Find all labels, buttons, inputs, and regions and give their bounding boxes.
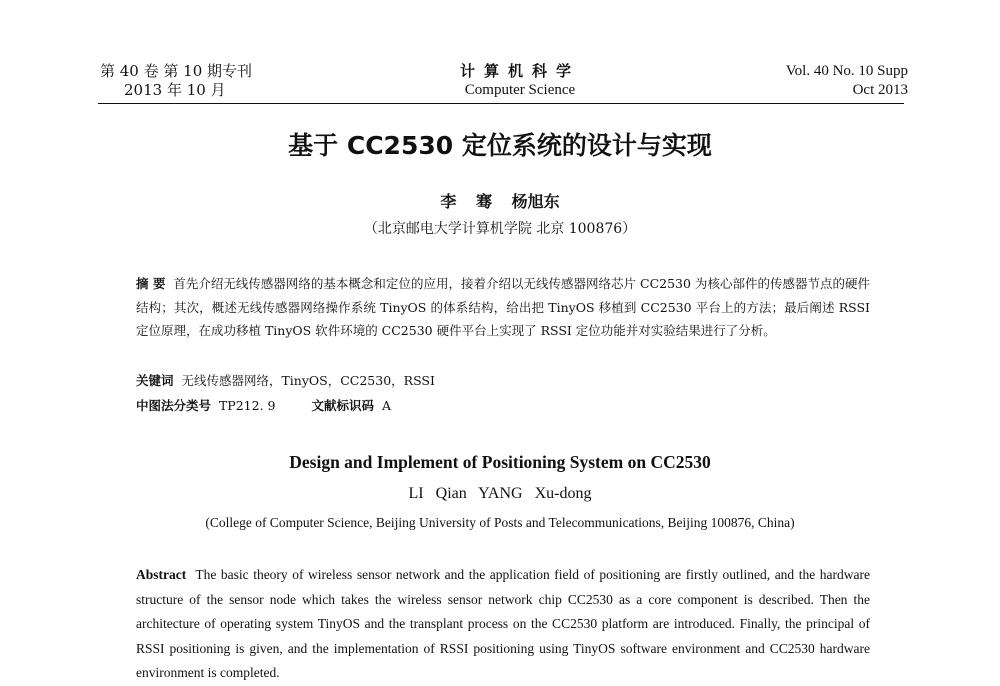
journal-name-cn: 计算机科学 <box>459 62 580 80</box>
abstract-en-text: The basic theory of wireless sensor network and the application field of positioning are firstly outlined, and the hardware structure of the sensor node which takes the wireless sensor network chip CC2530 as a core component is described. Then the architecture of operating system TinyOS and the transplant process on the CC2530 platform are introduced. Finally, the principal of RSSI positioning is given, and the implementation of RSSI positioning using TinyOS software environment and CC2530 hardware environment is completed. <box>136 567 870 680</box>
paper-title-en: Design and Implement of Positioning System on CC2530 <box>289 452 711 472</box>
classification-label: 中图法分类号 <box>136 398 212 413</box>
abstract-cn <box>136 272 870 343</box>
document-code-value: A <box>381 398 391 413</box>
volume-issue: 第 40 卷 第 10 期专刊 <box>100 62 253 80</box>
header-divider <box>98 103 904 104</box>
issue-date-cn: 2013 年 10 月 <box>124 81 226 99</box>
issue-date-en: Oct 2013 <box>852 82 908 98</box>
abstract-cn-label: 摘 要 <box>136 276 166 291</box>
paper-title-cn: 基于 CC2530 定位系统的设计与实现 <box>288 131 712 160</box>
affiliation-cn: （北京邮电大学计算机学院 北京 100876） <box>363 221 637 237</box>
keywords-cn-label: 关键词 <box>136 373 174 388</box>
affiliation-en: (College of Computer Science, Beijing University of Posts and Telecommunications, Beijing 100876, China) <box>205 515 795 530</box>
journal-name-en: Computer Science <box>464 82 576 98</box>
abstract-en <box>136 563 870 686</box>
classification-value: TP212. 9 <box>218 398 276 413</box>
journal-volume-info <box>100 62 252 100</box>
journal-volume-info-en <box>786 62 908 100</box>
abstract-en-label: Abstract <box>136 567 187 582</box>
document-code-label: 文献标识码 <box>311 398 374 413</box>
keywords-cn-text: 无线传感器网络，TinyOS，CC2530，RSSI <box>181 373 435 388</box>
authors-en: LI Qian YANG Xu-dong <box>408 485 592 502</box>
authors-cn: 李 骞 杨旭东 <box>440 192 560 211</box>
journal-name <box>420 62 620 100</box>
keywords-cn <box>136 371 435 391</box>
classification-line <box>136 396 391 416</box>
volume-issue-en: Vol. 40 No. 10 Supp <box>785 63 908 79</box>
abstract-cn-text: 首先介绍无线传感器网络的基本概念和定位的应用，接着介绍以无线传感器网络芯片 CC2530 为核心部件的传感器节点的硬件结构；其次，概述无线传感器网络操作系统 TinyOS 的体系结构，给出把 TinyOS 移植到 CC2530 平台上的方法；最后阐述 RSSI 定位原理，在成功移植 TinyOS 软件环境的 CC2530 硬件平台上实现了 RSSI 定位功能并对实验结果进行了分析。 <box>136 276 871 338</box>
